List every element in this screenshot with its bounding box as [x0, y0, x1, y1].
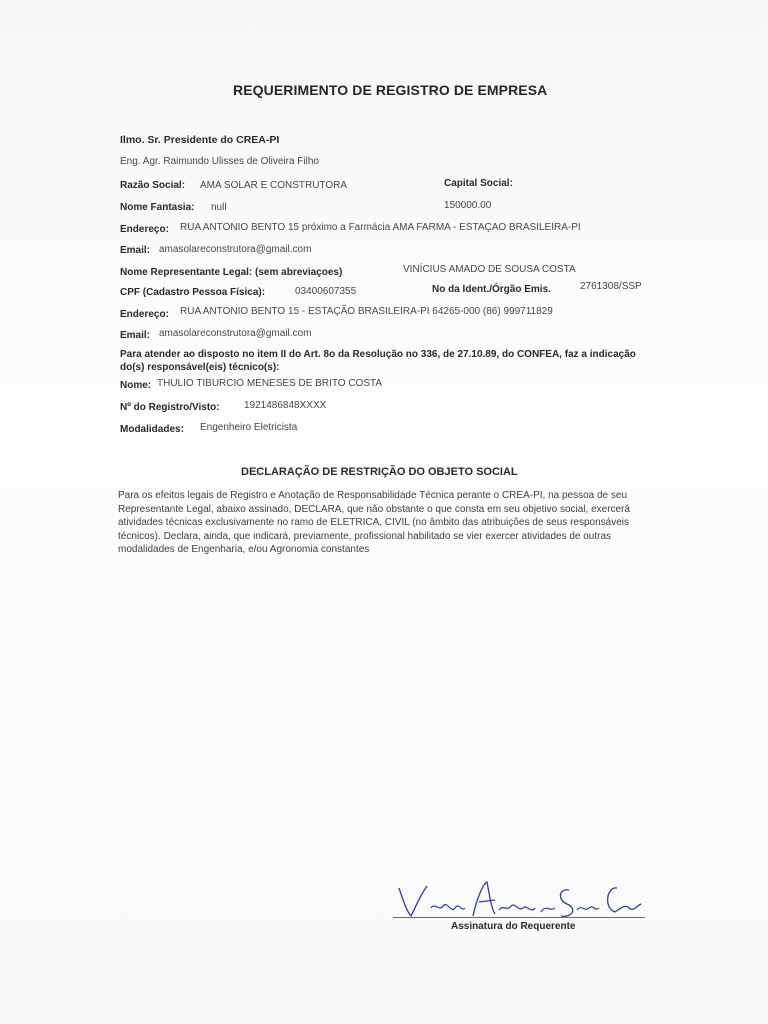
- page-title: REQUERIMENTO DE REGISTRO DE EMPRESA: [233, 82, 548, 98]
- razao-social-label: Razão Social:: [120, 180, 186, 191]
- company-address-label: Endereço:: [120, 224, 169, 235]
- representative-name-label: Nome Representante Legal: (sem abreviaçoes): [120, 267, 343, 278]
- cpf-label: CPF (Cadastro Pessoa Física):: [120, 287, 266, 298]
- representative-email-label: Email:: [120, 330, 151, 341]
- identity-value: 2761308/SSP: [580, 281, 642, 292]
- company-address-value: RUA ANTONIO BENTO 15 próximo a Farmácia AMA FARMA - ESTAÇAO BRASILEIRA-PI: [180, 222, 581, 233]
- handwritten-signature: [395, 878, 645, 922]
- capital-social-label: Capital Social:: [444, 178, 513, 189]
- technician-name-value: THULIO TIBURCIO MENESES DE BRITO COSTA: [157, 378, 383, 389]
- capital-social-value: 150000.00: [444, 200, 492, 211]
- registration-label: Nº do Registro/Visto:: [120, 402, 220, 413]
- technical-intro-line2: do(s) responsável(eis) técnico(s):: [120, 362, 280, 373]
- representative-address-label: Endereço:: [120, 309, 169, 320]
- signature-line: [393, 917, 645, 918]
- cpf-value: 03400607355: [295, 286, 357, 297]
- razao-social-value: AMA SOLAR E CONSTRUTORA: [200, 180, 348, 191]
- signature-label: Assinatura do Requerente: [451, 921, 576, 932]
- modalidades-label: Modalidades:: [120, 424, 184, 435]
- addressee: Ilmo. Sr. Presidente do CREA-PI: [120, 134, 280, 146]
- representative-address-value: RUA ANTONIO BENTO 15 - ESTAÇÃO BRASILEIRA-PI 64265-000 (86) 999711829: [180, 306, 553, 317]
- technical-intro-line1: Para atender ao disposto no item II do Art. 8o da Resolução no 336, de 27.10.89, do CONFEA, faz a indicação: [120, 349, 636, 360]
- addressee-name: Eng. Agr. Raimundo Ulisses de Oliveira Filho: [120, 156, 319, 167]
- modalidades-value: Engenheiro Eletricista: [200, 422, 298, 433]
- nome-fantasia-value: null: [211, 202, 227, 213]
- technician-name-label: Nome:: [120, 380, 152, 391]
- registration-value: 1921486848XXXX: [244, 400, 327, 411]
- representative-email-value: amasolareconstrutora@gmail.com: [159, 328, 312, 339]
- company-email-value: amasolareconstrutora@gmail.com: [159, 244, 312, 255]
- identity-label: No da Ident./Órgão Emis.: [432, 284, 551, 295]
- representative-name-value: VINÍCIUS AMADO DE SOUSA COSTA: [403, 264, 576, 275]
- company-email-label: Email:: [120, 245, 151, 256]
- declaration-title: DECLARAÇÃO DE RESTRIÇÃO DO OBJETO SOCIAL: [241, 466, 518, 478]
- nome-fantasia-label: Nome Fantasia:: [120, 202, 195, 213]
- declaration-text: Para os efeitos legais de Registro e Anotação de Responsabilidade Técnica perante o CREA-PI, na pessoa de seu Representante Legal, abaixo assinado, DECLARA, que não obstante o que consta em seu objetivo social, exercerá atividades técnicas exclusivamente no ramo de ELETRICA, CIVIL (no âmbito das atribuições de seus responsáveis técnicos). Declara, ainda, que indicará, previamente, profissional habilitado se vier exercer atividades de outras modalidades de Engenharia, e/ou Agronomia constantes: [118, 490, 630, 555]
